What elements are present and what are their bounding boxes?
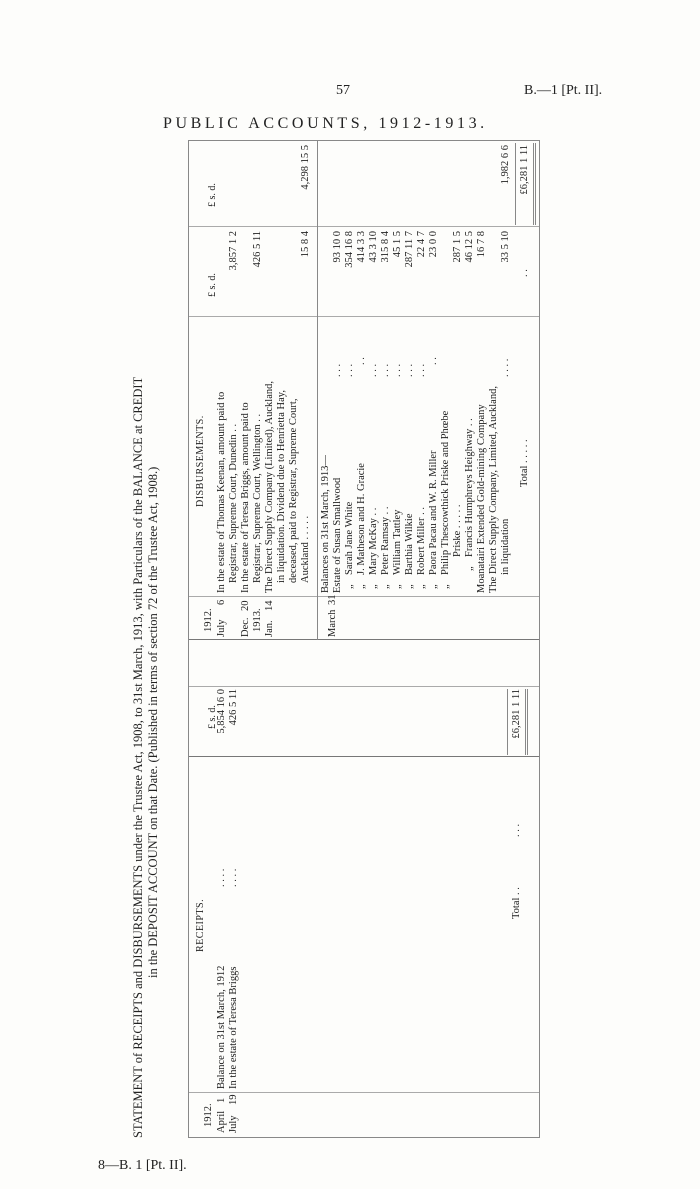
disbursements-total-label: Total . . . . . <box>519 439 530 487</box>
balance-amount: 22 4 7 <box>416 231 427 258</box>
balance-amount: 45 1 5 <box>392 231 403 258</box>
disbursements-subtotal: 4,298 15 5 <box>300 145 311 190</box>
balance-amount: 287 1 5 <box>452 231 463 263</box>
disbursements-total-amount: £6,281 1 11 <box>519 145 530 195</box>
disbursement-month: Dec. <box>240 617 251 637</box>
balance-name: Sarah Jane White <box>344 501 355 575</box>
balance-prefix: „ <box>380 584 391 589</box>
disbursement-month: Jan. <box>264 620 275 637</box>
receipt-amount: 5,854 16 0 <box>216 689 227 734</box>
balance-amount: 93 10 0 <box>332 231 343 263</box>
disbursement-day: 14 <box>264 600 275 611</box>
disbursement-amount: 3,857 1 2 <box>228 231 239 271</box>
balance-name: Mary McKay . . <box>368 507 379 575</box>
balance-amount: 46 12 5 <box>464 231 475 263</box>
balance-leader: . . . <box>392 363 403 377</box>
disbursement-month: July <box>216 619 227 637</box>
balances-subtotal: 1,982 6 6 <box>500 145 511 185</box>
balance-amount: 43 3 10 <box>368 231 379 263</box>
receipt-amount: 426 5 11 <box>228 689 239 726</box>
receipts-total-label: Total . . <box>511 887 522 919</box>
balance-leader: . . . <box>380 363 391 377</box>
disbursement-line: in liquidation. Dividend due to Henrietta Hay, <box>276 390 287 583</box>
rotated-statement <box>132 138 540 1138</box>
balance-name: Robert Miller . . <box>416 507 427 575</box>
balance-leader: . . . <box>368 363 379 377</box>
balance-name: Peter Ramsay . . <box>380 506 391 575</box>
balance-name: Estate of Susan Smallwood <box>332 477 343 593</box>
balance-name: Francis Humphreys Heighway . . <box>464 418 475 557</box>
balance-name: Priske . . . . . <box>452 504 463 557</box>
disbursement-line: In the estate of Thomas Keenan, amount paid to <box>216 391 227 593</box>
balance-amount: 414 3 3 <box>356 231 367 263</box>
balances-heading: Balances on 31st March, 1913— <box>320 455 331 593</box>
balances-day: 31 <box>327 594 338 605</box>
accounts-table <box>188 140 540 1138</box>
balance-amount: 23 0 0 <box>428 231 439 258</box>
balance-name: William Tattley <box>392 509 403 575</box>
receipt-year: 1912. <box>203 1103 214 1127</box>
balance-amount: 354 16 8 <box>344 231 355 268</box>
receipt-month: July <box>228 1115 239 1133</box>
receipt-leader: . . . . <box>228 868 239 887</box>
balance-name: in liquidation <box>500 518 511 575</box>
disbursements-money-heading-2: £ s. d. <box>207 183 218 207</box>
balance-prefix: „ <box>428 584 439 589</box>
receipts-heading: RECEIPTS. <box>195 898 206 952</box>
balance-amount: 16 7 8 <box>476 231 487 258</box>
document-reference: B.—1 [Pt. II]. <box>524 83 603 98</box>
balance-leader: . . <box>356 357 367 365</box>
balances-month: March <box>327 609 338 637</box>
disbursement-day: 20 <box>240 600 251 611</box>
receipts-money-heading: £ s. d. <box>207 705 218 729</box>
balance-leader: . . . . <box>500 358 511 377</box>
disbursement-line: deceased, paid to Registrar, Supreme Court, <box>288 398 299 583</box>
receipt-day: 1 <box>216 1097 227 1103</box>
disbursement-year: 1913. <box>252 608 263 632</box>
disbursement-amount: 15 8 4 <box>300 231 311 258</box>
balance-name: Moanatairi Extended Gold-mining Company <box>476 404 487 593</box>
balance-prefix: „ <box>404 584 415 589</box>
disbursement-amount: 426 5 11 <box>252 231 263 268</box>
balance-prefix: „ <box>344 584 355 589</box>
receipts-total-leader: . . . <box>511 823 522 837</box>
balance-prefix: „ <box>368 584 379 589</box>
balance-name: Paora Pacau and W. R. Miller <box>428 450 439 575</box>
balance-amount: 315 8 4 <box>380 231 391 263</box>
disbursements-money-heading-1: £ s. d. <box>207 273 218 297</box>
disbursement-line: Auckland . . . . . <box>300 515 311 583</box>
statement-title-line1: STATEMENT of RECEIPTS and DISBURSEMENTS under the Trustee Act, 1908, to 31st March, 1913, with Particulars of the BALANCE at CREDIT <box>131 376 145 1138</box>
balance-leader: . . <box>428 357 439 365</box>
receipts-total-amount: £6,281 1 11 <box>511 689 522 739</box>
disbursement-line: In the estate of Teresa Briggs, amount paid to <box>240 402 251 593</box>
page-title: PUBLIC ACCOUNTS, 1912-1913. <box>163 115 488 132</box>
balance-amount: 33 5 10 <box>500 231 511 263</box>
balance-prefix: „ <box>416 584 427 589</box>
balance-name: Philip Thescowthick Priske and Phœbe <box>440 410 451 575</box>
disbursement-line: Registrar, Supreme Court, Dunedin . . <box>228 423 239 583</box>
balance-amount: 287 11 7 <box>404 231 415 268</box>
balance-name: Barthia Wilkie <box>404 513 415 575</box>
receipt-description: In the estate of Teresa Briggs <box>228 966 239 1089</box>
balance-leader: . . . <box>404 363 415 377</box>
balance-prefix: „ <box>440 584 451 589</box>
disbursement-year: 1912. <box>203 608 214 632</box>
balance-name: The Direct Supply Company, Limited, Auckland, <box>488 386 499 593</box>
statement-title-line2: in the DEPOSIT ACCOUNT on that Date. (Published in terms of section 72 of the Trustee Act, 1908.) <box>146 466 160 978</box>
disbursement-line: The Direct Supply Company (Limited), Auckland, <box>264 381 275 593</box>
balance-prefix: „ <box>392 584 403 589</box>
disbursements-total-leader: . . <box>519 269 530 277</box>
balance-leader: . . . <box>332 363 343 377</box>
page-number: 57 <box>336 83 350 98</box>
disbursements-heading: DISBURSEMENTS. <box>195 415 206 507</box>
receipt-description: Balance on 31st March, 1912 <box>216 965 227 1089</box>
footer-reference: 8—B. 1 [Pt. II]. <box>98 1158 187 1173</box>
balance-leader: . . . <box>416 363 427 377</box>
disbursement-line: Registrar, Supreme Court, Wellington . . <box>252 413 263 583</box>
receipt-day: 19 <box>228 1094 239 1105</box>
balance-prefix: „ <box>464 566 475 571</box>
receipt-leader: . . . . <box>216 868 227 887</box>
balance-leader: . . . <box>344 363 355 377</box>
balance-prefix: „ <box>356 584 367 589</box>
disbursement-day: 6 <box>216 599 227 605</box>
receipt-month: April <box>216 1110 227 1133</box>
balance-name: J. Matheson and H. Gracie <box>356 463 367 575</box>
